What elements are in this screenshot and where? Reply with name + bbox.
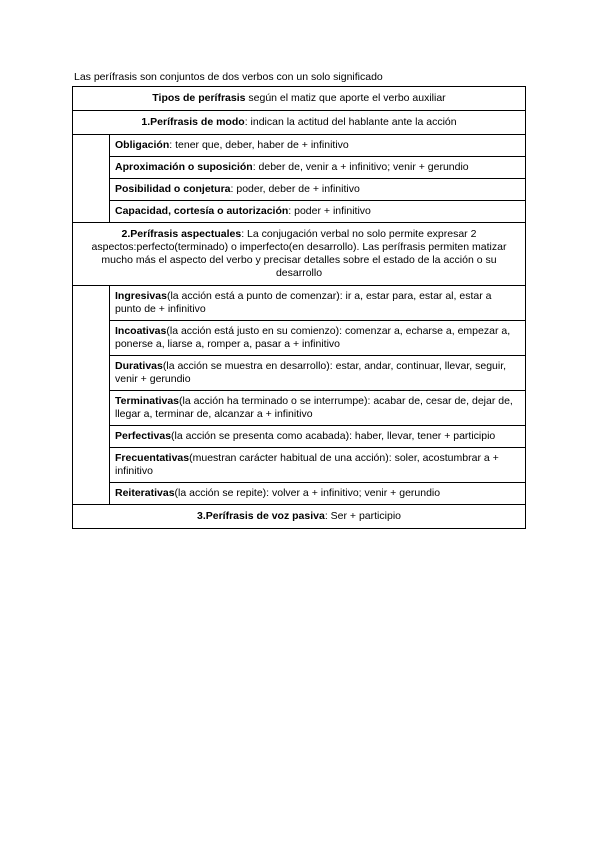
item-rest: : tener que, deber, haber de + infinitivo [169,139,349,151]
item-rest: (la acción se muestra en desarrollo): estar, andar, continuar, llevar, seguir, venir + gerundio [115,360,507,385]
aspectuales-items [110,286,525,504]
item-bold: Reiterativas [115,487,175,499]
modo-items [110,135,525,222]
item-rest: : poder + infinitivo [288,205,371,217]
item-bold: Obligación [115,139,170,151]
aspectuales-rest: : La conjugación verbal no solo permite expresar 2 aspectos:perfecto(terminado) o imperfecto(en desarrollo). Las perífrasis permiten matizar mucho más el aspecto del verbo y precisar detalles sobre el estado de la acción o su desarrollo [91,228,507,279]
modo-heading [73,111,525,135]
intro-text: Las perífrasis son conjuntos de dos verbos con un solo significado [74,71,383,83]
modo-rest: : indican la actitud del hablante ante la acción [244,116,457,128]
header-rest: según el matiz que aporte el verbo auxiliar [245,92,446,104]
modo-group [73,135,525,223]
item-bold: Perfectivas [115,430,172,442]
modo-gutter [73,135,110,222]
item-rest: (la acción está justo en su comienzo): comenzar a, echarse a, empezar a, ponerse a, liarse a, romper a, pasar a + infinitivo [115,325,511,350]
item-rest: (la acción se presenta como acabada): haber, llevar, tener + participio [171,430,496,442]
item-rest: : poder, deber de + infinitivo [230,183,360,195]
pasiva-bold: 3.Perífrasis de voz pasiva [197,510,325,522]
aspectuales-bold: 2.Perífrasis aspectuales [121,228,242,240]
aspectual-item [110,426,525,448]
item-bold: Frecuentativas [115,452,190,464]
aspectual-item [110,321,525,356]
item-bold: Capacidad, cortesía o autorización [115,205,289,217]
table-header [73,87,525,111]
item-bold: Aproximación o suposición [115,161,253,173]
item-rest: (la acción está a punto de comenzar): ir a, estar para, estar al, estar a punto de + infinitivo [115,290,492,315]
modo-bold: 1.Perífrasis de modo [141,116,245,128]
item-bold: Durativas [115,360,163,372]
aspectuales-group [73,286,525,505]
item-rest: (muestran carácter habitual de una acción): soler, acostumbrar a + infinitivo [115,452,499,477]
aspectual-item [110,356,525,391]
aspectuales-heading [73,223,525,286]
modo-item [110,135,525,157]
item-bold: Incoativas [115,325,167,337]
pasiva-heading [73,505,525,528]
aspectual-item [110,483,525,504]
aspectual-item [110,448,525,483]
aspectual-item [110,391,525,426]
item-rest: (la acción ha terminado o se interrumpe): acabar de, cesar de, dejar de, llegar a, terminar de, alcanzar a + infinitivo [115,395,513,420]
modo-item [110,179,525,201]
aspectuales-gutter [73,286,110,504]
header-bold: Tipos de perífrasis [152,92,246,104]
item-bold: Posibilidad o conjetura [115,183,231,195]
periphrasis-table [72,86,526,529]
item-rest: : deber de, venir a + infinitivo; venir + gerundio [252,161,469,173]
item-bold: Ingresivas [115,290,167,302]
modo-item [110,201,525,222]
aspectual-item [110,286,525,321]
item-bold: Terminativas [115,395,179,407]
item-rest: (la acción se repite): volver a + infinitivo; venir + gerundio [174,487,441,499]
modo-item [110,157,525,179]
pasiva-rest: : Ser + participio [324,510,401,522]
